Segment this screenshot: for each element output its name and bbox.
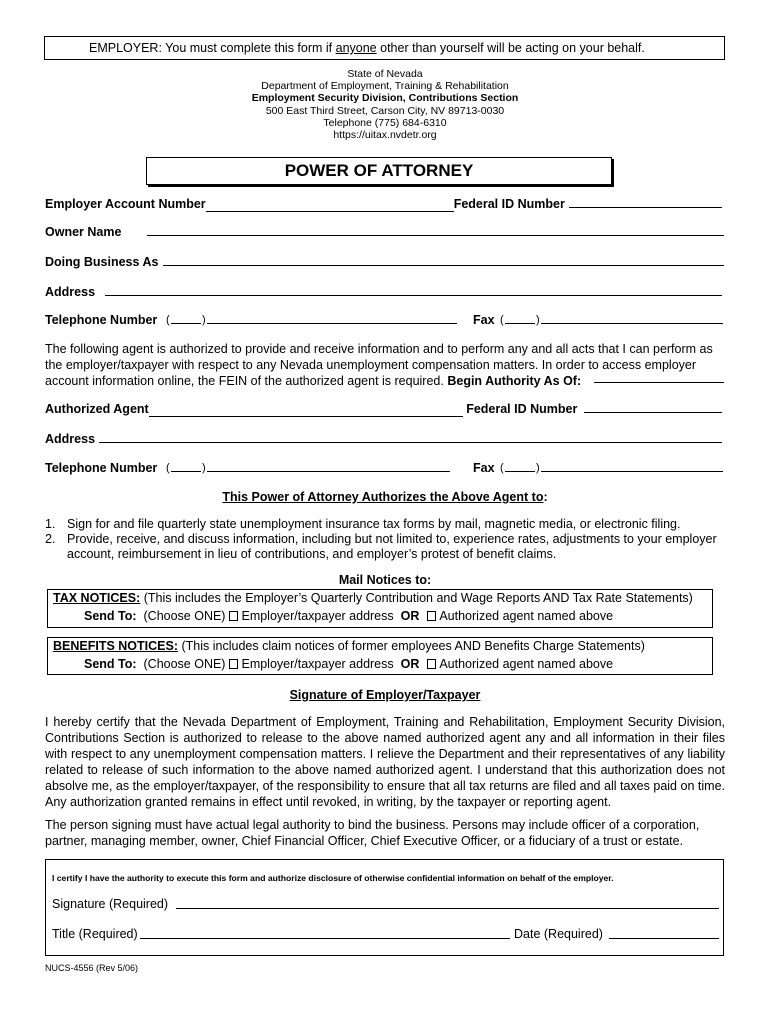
tax-employer-option: Employer/taxpayer address xyxy=(241,609,394,623)
employer-fax-input[interactable] xyxy=(541,312,723,324)
agent-row xyxy=(45,401,725,417)
tax-or-label: OR xyxy=(400,609,420,623)
tax-notices-label: TAX NOTICES: xyxy=(53,591,141,605)
agent-fein-input[interactable] xyxy=(584,401,722,413)
list-item xyxy=(45,532,735,562)
employer-address-row xyxy=(45,284,725,300)
employer-phone-label: Telephone Number xyxy=(45,313,158,327)
benefits-send-to-line xyxy=(48,656,712,674)
employer-phone-row xyxy=(45,312,725,328)
employer-phone-area-open: ( xyxy=(166,314,170,326)
employer-fax-area-open: ( xyxy=(500,314,504,326)
signature-certify-text: I certify I have the authority to execute this form and authorize disclosure of otherwise confidential information on behalf of the employer. xyxy=(52,873,614,883)
agent-fax-label: Fax xyxy=(473,461,495,475)
agent-phone-input[interactable] xyxy=(207,460,450,472)
tax-notices-line xyxy=(48,590,712,608)
agent-fein-label: Federal ID Number xyxy=(466,402,578,416)
employer-phone-area-input[interactable] xyxy=(171,312,201,324)
tax-notices-desc: (This includes the Employer’s Quarterly Contribution and Wage Reports AND Tax Rate Statements) xyxy=(140,591,693,605)
authorizes-heading-text: This Power of Attorney Authorizes the Above Agent to xyxy=(222,490,544,504)
list-item-number: 2. xyxy=(45,532,56,546)
benefits-notices-line xyxy=(48,638,712,656)
header-telephone: Telephone (775) 684-6310 xyxy=(323,116,447,129)
benefits-send-to-label: Send To: xyxy=(84,657,137,671)
agent-address-label: Address xyxy=(45,432,96,446)
owner-name-input[interactable] xyxy=(147,224,724,236)
dba-input[interactable] xyxy=(163,254,724,266)
benefits-agent-checkbox[interactable] xyxy=(427,659,436,669)
employer-fax-label: Fax xyxy=(473,313,495,327)
benefits-notices-label: BENEFITS NOTICES: xyxy=(53,639,179,653)
tax-agent-checkbox[interactable] xyxy=(427,611,436,621)
notice-suffix: other than yourself will be acting on your behalf. xyxy=(376,41,645,55)
signature-input[interactable] xyxy=(176,897,719,909)
date-label: Date (Required) xyxy=(514,927,603,941)
tax-notices-box xyxy=(47,589,713,628)
benefits-employer-option: Employer/taxpayer address xyxy=(241,657,394,671)
benefits-agent-option: Authorized agent named above xyxy=(439,657,614,671)
authorization-list xyxy=(45,517,735,562)
form-number: NUCS-4556 (Rev 5/06) xyxy=(45,963,139,973)
agent-phone-area-input[interactable] xyxy=(171,460,201,472)
list-item-text: Provide, receive, and discuss information, including but not limited to, experience rates, adjustments to your employer account, reimbursement in lieu of contributions, and employer’s protest of benefit claims. xyxy=(67,532,717,561)
authority-paragraph: The person signing must have actual legal authority to bind the business. Persons may include officer of a corporation, partner, managing member, owner, Chief Financial Officer, Chief Executive Officer, or a fiduciary of a trust or estate. xyxy=(45,818,700,848)
notice-emphasis: anyone xyxy=(335,41,377,55)
benefits-notices-desc: (This includes claim notices of former employees AND Benefits Charge Statements) xyxy=(178,639,645,653)
signature-label: Signature (Required) xyxy=(52,897,169,911)
tax-employer-checkbox[interactable] xyxy=(229,611,238,621)
date-label-wrap xyxy=(514,927,603,941)
agent-phone-row xyxy=(45,460,725,476)
agent-label: Authorized Agent xyxy=(45,402,149,416)
begin-authority-input[interactable] xyxy=(594,371,724,383)
employer-fax-area-input[interactable] xyxy=(505,312,535,324)
signature-heading xyxy=(0,688,770,702)
page-title: POWER OF ATTORNEY xyxy=(146,157,612,185)
authorization-text: The following agent is authorized to provide and receive information and to perform any and all acts that I can perform as the employer/taxpayer with respect to any Nevada unemployment compensation matters. In order to access employer account information online, the FEIN of the authorized agent is required. xyxy=(45,342,713,388)
signature-heading-text: Signature of Employer/Taxpayer xyxy=(289,688,481,702)
benefits-notices-box xyxy=(47,637,713,675)
header-website: https://uitax.nvdetr.org xyxy=(333,129,437,142)
list-item-number: 1. xyxy=(45,517,56,531)
employer-phone-input[interactable] xyxy=(207,312,457,324)
header-division: Employment Security Division, Contributions Section xyxy=(251,92,519,105)
header-department: Department of Employment, Training & Rehabilitation xyxy=(261,80,509,93)
title-date-row xyxy=(52,927,138,941)
agent-name-input[interactable] xyxy=(149,405,463,417)
employer-address-label: Address xyxy=(45,285,96,299)
authorizes-heading-suffix: : xyxy=(543,490,548,504)
dba-label: Doing Business As xyxy=(45,255,159,269)
employer-address-input[interactable] xyxy=(105,284,722,296)
header-state: State of Nevada xyxy=(347,68,423,80)
employer-account-label: Employer Account Number xyxy=(45,197,206,211)
agent-fax-input[interactable] xyxy=(541,460,723,472)
benefits-choose-label: (Choose ONE) xyxy=(143,657,226,671)
title-label: Title (Required) xyxy=(52,927,138,941)
agent-phone-area-close: ) xyxy=(202,462,206,474)
agent-fax-area-close: ) xyxy=(536,462,540,474)
agent-fax-area-input[interactable] xyxy=(505,460,535,472)
employer-fein-label: Federal ID Number xyxy=(453,197,565,211)
signature-row xyxy=(52,897,168,911)
employer-fein-input[interactable] xyxy=(569,196,722,208)
list-item-text: Sign for and file quarterly state unemployment insurance tax forms by mail, magnetic media, or electronic filing. xyxy=(67,517,681,531)
tax-send-to-line xyxy=(48,608,712,626)
employer-notice-box xyxy=(44,36,725,60)
agency-header xyxy=(0,68,770,141)
agent-fax-area-open: ( xyxy=(500,462,504,474)
employer-account-row xyxy=(45,196,725,212)
tax-choose-label: (Choose ONE) xyxy=(143,609,226,623)
header-address: 500 East Third Street, Carson City, NV 89713-0030 xyxy=(265,104,505,117)
employer-fax-area-close: ) xyxy=(536,314,540,326)
title-input[interactable] xyxy=(140,927,510,939)
begin-authority-label: Begin Authority As Of: xyxy=(447,374,582,388)
notice-prefix: EMPLOYER: You must complete this form if xyxy=(89,41,336,55)
employer-account-input[interactable] xyxy=(206,200,454,212)
benefits-employer-checkbox[interactable] xyxy=(229,659,238,669)
signature-box xyxy=(45,859,724,956)
authorizes-heading xyxy=(0,490,770,504)
owner-name-row xyxy=(45,224,725,240)
agent-address-row xyxy=(45,431,725,447)
certify-paragraph: I hereby certify that the Nevada Department of Employment, Training and Rehabilitation, Employment Security Division, Contributions Section is authorized to release to the above named authorized agent any and all information in their files with respect to any unemployment compensation matters. I relieve the Department and their representatives of any liability related to release of such information to the above named authorized agent. I understand that this authorization does not absolve me, as the employer/taxpayer, of the responsibility to ensure that all tax returns are filed and all taxes paid on time. Any authorization granted remains in effect until revoked, in writing, by the taxpayer or reporting agent. xyxy=(45,715,725,809)
benefits-or-label: OR xyxy=(400,657,420,671)
employer-phone-area-close: ) xyxy=(202,314,206,326)
owner-name-label: Owner Name xyxy=(45,225,122,239)
agent-address-input[interactable] xyxy=(99,431,722,443)
agent-phone-area-open: ( xyxy=(166,462,170,474)
agent-phone-label: Telephone Number xyxy=(45,461,158,475)
tax-send-to-label: Send To: xyxy=(84,609,137,623)
mail-notices-heading xyxy=(0,573,770,587)
tax-agent-option: Authorized agent named above xyxy=(439,609,614,623)
date-input[interactable] xyxy=(609,927,719,939)
list-item xyxy=(45,517,735,532)
mail-notices-heading-text: Mail Notices to: xyxy=(338,573,432,587)
dba-row xyxy=(45,254,725,270)
